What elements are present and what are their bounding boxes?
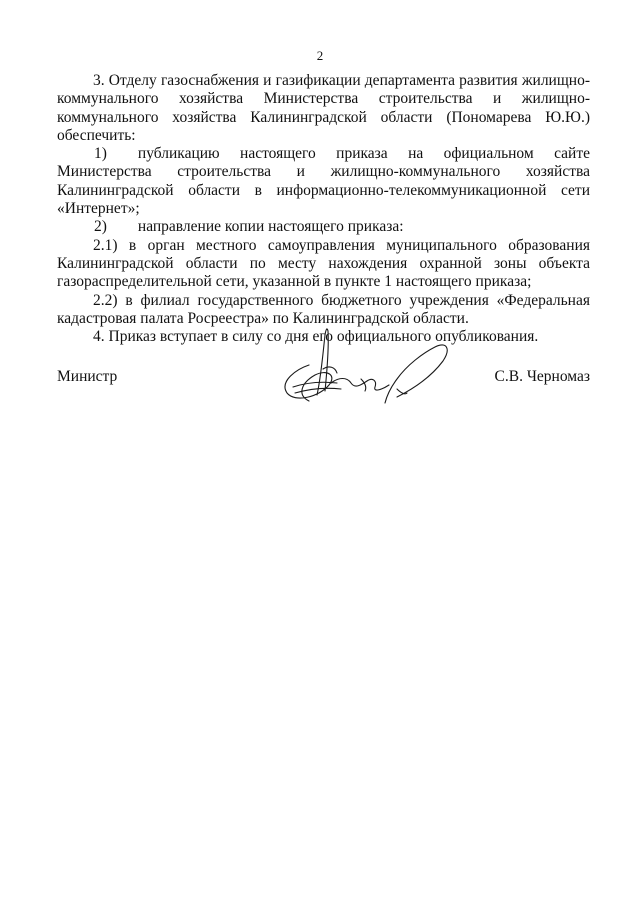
handwritten-signature [257, 317, 457, 409]
paragraph-section-4: 4. Приказ вступает в силу со дня его официального опубликования. [93, 328, 539, 346]
signature-block [57, 360, 590, 410]
paragraph-item-2-2: 2.2) в филиал государственного бюджетного учреждения «Федеральная кадастровая палата Росреестра» по Калининградской области. [57, 291, 590, 327]
document-body [57, 72, 590, 346]
signatory-title: Министр [57, 368, 118, 385]
paragraph-item-2-1: 2.1) в орган местного самоуправления муниципального образования Калининградской области по месту нахождения охранной зоны объекта газораспределительной сети, указанной в пункте 1 настоящего приказа; [57, 236, 590, 291]
paragraph-item-1: 1) публикацию настоящего приказа на официальном сайте Министерства строительства и жилищно-коммунального хозяйства Калининградской области в информационно-телекоммуникационной сети «Интернет»; [57, 145, 590, 218]
page-number: 2 [316, 48, 324, 63]
signatory-name: С.В. Черномаз [494, 368, 590, 385]
paragraph-item-2: 2) направление копии настоящего приказа: [94, 218, 404, 236]
paragraph-section-3: 3. Отделу газоснабжения и газификации департамента развития жилищно-коммунального хозяйства Министерства строительства и жилищно-коммунального хозяйства Калининградской области (Пономарева Ю.Ю.) обеспечить: [57, 72, 590, 144]
